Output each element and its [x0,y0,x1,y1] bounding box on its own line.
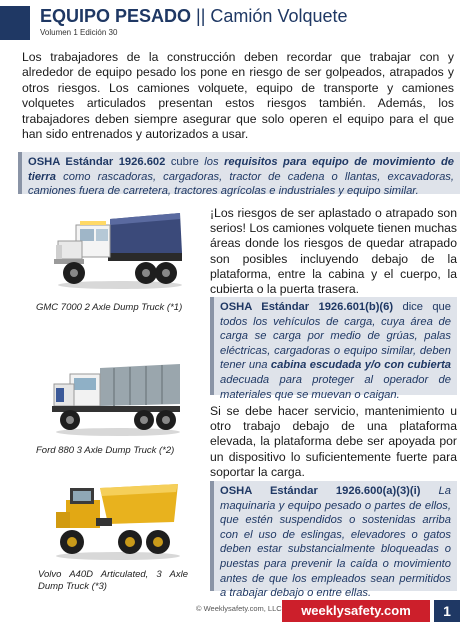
header-accent-bar [0,6,30,40]
intro-paragraph: Los trabajadores de la construcción deben recordar que trabajar con y alrededor de equipo pesado los pone en riesgo de ser golpeados, atrapados y otros riesgos. Los camiones volquete, equipo de transporte y camiones volquetes articulados presentan estos riesgos también. Además, los trabajadores deben siempre asegurar que solo operen el equipo para el que han sido entrenados y autorizados a usar. [22,50,454,142]
standard-ref: OSHA Estándar 1926.600(a)(3)(i) [220,485,421,497]
callout-text: como rascadoras, cargadoras, tractor de cadena o llantas, excavadoras, camiones fuera de carretera, tractores agrícolas e industriales y equipo similar. [28,170,454,198]
issue-subtitle: Volumen 1 Edición 30 [40,28,118,37]
brand-banner: weeklysafety.com [282,600,430,622]
standard-ref: OSHA Estándar 1926.602 [28,156,166,168]
crush-hazard-paragraph: ¡Los riesgos de ser aplastado o atrapado son serios! Los camiones volquete tienen muchas áreas donde los riesgos de quedar atrapado son posibles incluyendo debajo de la plataforma, entre la cabina y el cuerpo, la cubierta o la puerta trasera. [210,206,457,297]
caption-gmc-truck: GMC 7000 2 Axle Dump Truck (*1) [36,302,183,313]
copyright-text: © Weeklysafety.com, LLC [196,604,282,613]
osha-callout-1926-602 [18,152,460,198]
gmc-dump-truck-image [50,207,184,291]
volvo-articulated-truck-image [48,478,182,562]
osha-callout-1926-601 [210,297,457,401]
callout-text-1: todos los vehículos de carga, cuya área de carga se carga por medio de grúas, palas eléctricas, cargadoras o equipo similar, deben tener una [220,315,451,372]
title-separator: || [196,6,206,26]
osha-callout-1926-600 [210,481,457,600]
caption-ford-truck: Ford 880 3 Axle Dump Truck (*2) [36,445,175,456]
says-word: dice que [402,301,452,313]
caption-volvo-truck: Volvo A40D Articulated, 3 Axle Dump Truck (*3) [38,569,188,592]
support-platform-paragraph: Si se debe hacer servicio, mantenimiento u otro trabajo debajo de una plataforma elevada, la plataforma debe ser apoyada por un dispositivo lo suficientemente fuerte para soportar la carga. [210,404,457,479]
emphasis-text: cabina escudada y/o con cubierta [270,359,452,372]
callout-text-2: adecuada para proteger al operador de materiales que se muevan o caigan. [220,373,451,401]
standard-ref: OSHA Estándar 1926.601(b)(6) [220,301,394,313]
emphasis-text: requisitos para equipo de movimiento de tierra [28,156,455,183]
los-word: los [204,156,219,168]
page-title [40,6,348,27]
ford-dump-truck-image [48,354,182,438]
covers-word: cubre [170,156,199,168]
title-rest: Camión Volquete [210,6,348,26]
title-bold: EQUIPO PESADO [40,6,192,26]
page-number: 1 [434,600,460,622]
callout-text: La maquinaria y equipo pesado o partes de ellos, que estén suspendidos o sostenidas arriba con el uso de eslingas, elevadores o gatos deben estar substancialmente bloqueadas o puestas para prevenir la caída o movimiento antes de que los empleados sean permitidos a trabajar debajo o entre ellas. [220,485,451,600]
